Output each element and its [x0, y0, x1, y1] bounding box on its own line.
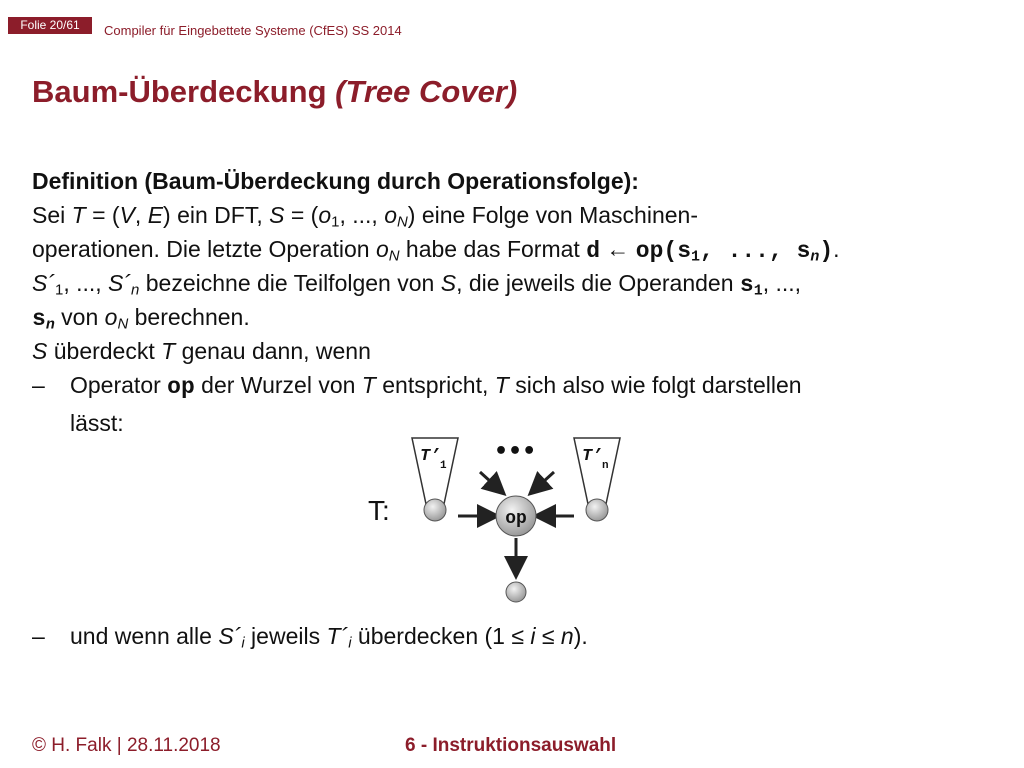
- text-line-5: S überdeckt T genau dann, wenn: [32, 338, 371, 364]
- ellipsis-dots: •••: [494, 439, 537, 464]
- bullet-dash: –: [32, 372, 45, 398]
- footer-chapter: 6 - Instruktionsauswahl: [405, 735, 617, 756]
- text-line-4: $s_n$ von $o_N$ berechnen.: [32, 304, 250, 334]
- root-node-label: op: [505, 509, 527, 529]
- definition-heading: Definition (Baum-Überdeckung durch Operationsfolge):: [32, 168, 639, 194]
- title-main: Baum-Überdeckung: [32, 74, 336, 109]
- left-subtree-sub: 1: [440, 460, 447, 472]
- bullet-dash-2: –: [32, 623, 45, 649]
- text-line-1: Sei T = (V, E) ein DFT, $S = (o_1$, ..., $o_N$) eine Folge von Maschinen-: [32, 202, 698, 231]
- slide-number-badge: Folie 20/61: [8, 17, 92, 34]
- footer-author-date: © H. Falk | 28.11.2018: [32, 735, 221, 756]
- arrow-right-diagonal: [532, 472, 554, 492]
- arrow-left-diagonal: [480, 472, 502, 492]
- bullet-1-cont: lässt:: [70, 410, 124, 436]
- text-line-2: operationen. Die letzte Operation $o_N$ habe das Format d ← $op(s_1$, ..., $s_n$).: [32, 236, 840, 266]
- tree-cover-diagram: [350, 432, 630, 612]
- right-subtree-sub: n: [602, 460, 609, 472]
- course-title: Compiler für Eingebettete Systeme (CfES) SS 2014: [104, 23, 402, 38]
- left-subtree-node: [424, 499, 446, 521]
- tree-t-label: T:: [368, 495, 390, 526]
- bullet-2: – und wenn alle $S´_i$ jeweils $T´_i$ überdecken (1 ≤ i ≤ n).: [32, 623, 588, 652]
- text-line-3: $S´_1$, ..., $S´_n$ bezeichne die Teilfolgen von S, die jeweils die Operanden $s_1$, ...,: [32, 270, 802, 300]
- bullet-1: – Operator op der Wurzel von T entspricht, T sich also wie folgt darstellen: [32, 368, 1002, 402]
- slide-body: [32, 164, 1002, 440]
- right-subtree-label: T’: [582, 447, 603, 466]
- result-node: [506, 582, 526, 602]
- left-subtree-label: T’: [420, 447, 441, 466]
- title-italic: (Tree Cover): [335, 74, 518, 109]
- right-subtree-node: [586, 499, 608, 521]
- slide-title: [32, 74, 517, 110]
